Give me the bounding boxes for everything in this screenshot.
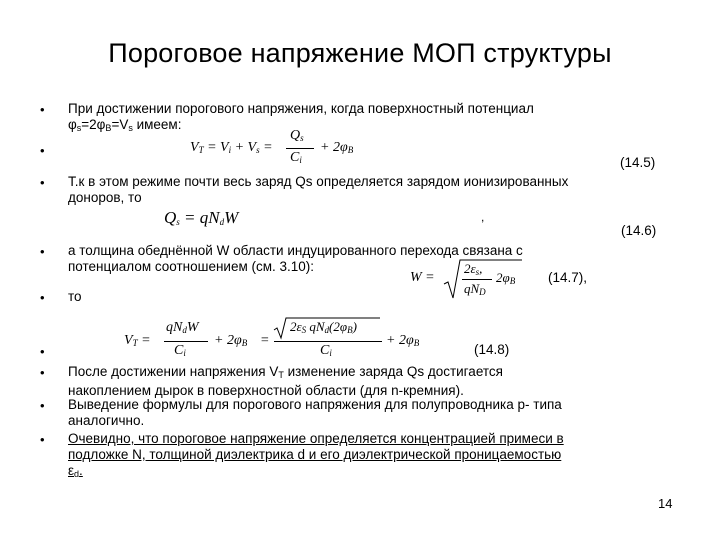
bullet-text-3: а толщина обеднённой W области индуцированного перехода связана с потенциалом соотношением (см. 3.10): <box>68 243 523 274</box>
page-number: 14 <box>658 496 673 511</box>
bullet-dot: • <box>40 432 45 447</box>
bullet-dot: • <box>40 344 45 359</box>
bullet-dot: • <box>40 244 45 259</box>
equation-number: (14.6) <box>621 223 657 238</box>
bullet-text-7: Очевидно, что пороговое напряжение определяется концентрацией примеси в подложке N, толщиной диэлектрика d и его диэлектрической проницаемостью $\varepsilon_d$. <box>68 431 564 479</box>
stray-mark: , <box>481 210 485 224</box>
bullet-dot: • <box>40 102 45 117</box>
bullet-dot: • <box>40 365 45 380</box>
bullet-text-2: Т.к в этом режиме почти весь заряд Qs определяется зарядом ионизированных доноров, то <box>68 174 569 205</box>
bullet-dot: • <box>40 398 45 413</box>
bullet-text-5: После достижении напряжения $V_T$ изменение заряда Qs достигается накоплением дырок в поверхностной области (для n-кремния). <box>68 364 503 398</box>
equation-number: (14.7), <box>548 270 588 285</box>
formula-threshold-voltage-full: $V_T$ = $qN_dW$ $C_i$ + $2\varphi_B$ = $2\varepsilon_S$ $qN_d(2\varphi_B)$ $C_i$ + $2\varphi_B$ <box>124 316 464 368</box>
bullet-text-1: При достижении порогового напряжения, когда поверхностный потенциал $\varphi_s=2\varphi_B=V_s$ имеем: <box>68 101 534 133</box>
slide-title: Пороговое напряжение МОП структуры <box>108 38 612 68</box>
equation-number: (14.8) <box>474 342 510 357</box>
bullet-text-4: то <box>68 289 82 304</box>
formula-surface-charge: $Q_s = qN_dW$ <box>164 208 239 227</box>
equation-number: (14.5) <box>620 155 656 170</box>
formula-threshold-voltage: $V_T = V_i + V_s$ = $Q_s$ $C_i$ + $2\varphi_B$ <box>190 128 354 165</box>
bullet-dot: • <box>40 290 45 305</box>
bullet-dot: • <box>40 143 45 158</box>
formula-depletion-width: W = $2\varepsilon_s$, $qN_D$ $2\varphi_B$ <box>410 256 530 302</box>
bullet-text-6: Выведение формулы для порогового напряжения для полупроводника р- типа аналогично. <box>68 397 562 428</box>
bullet-dot: • <box>40 175 45 190</box>
